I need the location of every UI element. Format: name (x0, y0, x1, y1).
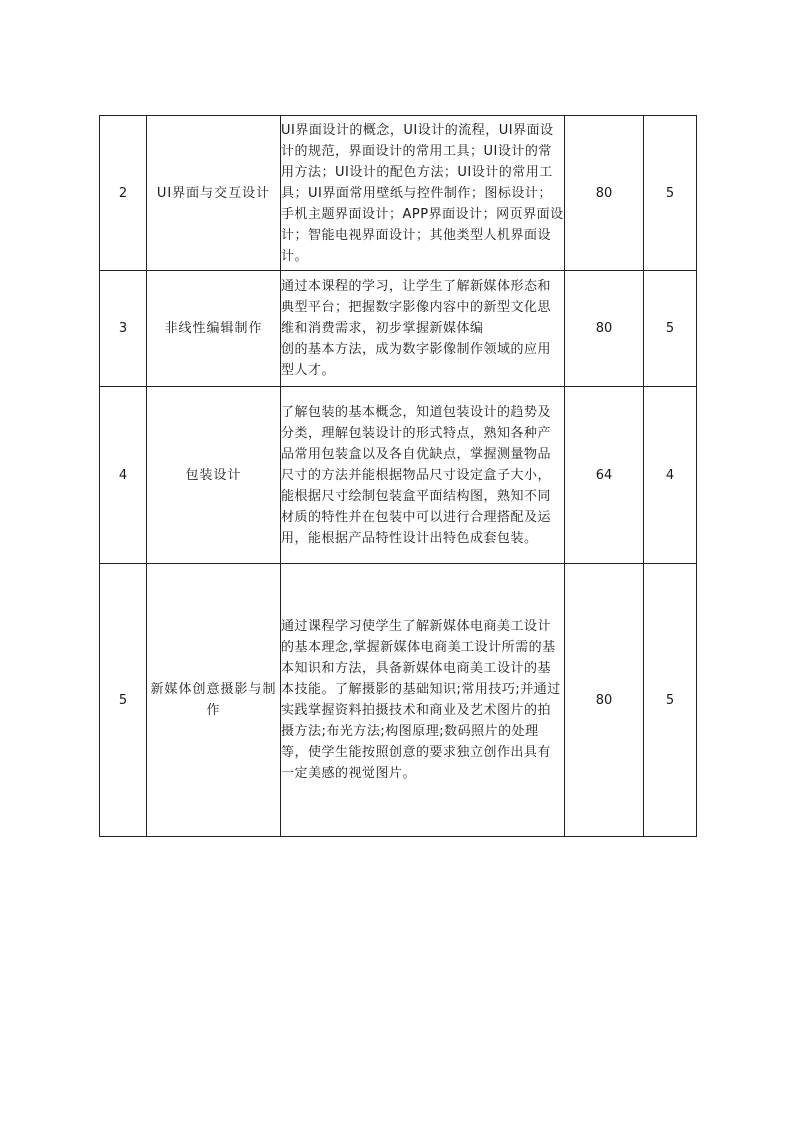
course-name: 非线性编辑制作 (147, 271, 281, 387)
course-hours: 80 (565, 116, 644, 271)
course-number: 4 (100, 387, 147, 564)
table-row (100, 116, 697, 271)
course-description: 通过课程学习使学生了解新媒体电商美工设计的基本理念,掌握新媒体电商美工设计所需的基本知识和方法，具备新媒体电商美工设计的基本技能。了解摄影的基础知识;常用技巧;并通过实践掌握资料拍摄技术和商业及艺术图片的拍摄方法;布光方法;构图原理;数码照片的处理等，使学生能按照创意的要求独立创作出具有一定美感的视觉图片。 (281, 564, 565, 837)
course-description: UI界面设计的概念，UI设计的流程，UI界面设计的规范，界面设计的常用工具；UI设计的常用方法；UI设计的配色方法；UI设计的常用工具；UI界面常用壁纸与控件制作；图标设计；手机主题界面设计；APP界面设计；网页界面设计；智能电视界面设计；其他类型人机界面设计。 (281, 116, 565, 271)
course-table (99, 115, 697, 837)
table-row (100, 387, 697, 564)
course-credits: 5 (644, 564, 697, 837)
course-description: 了解包装的基本概念，知道包装设计的趋势及分类，理解包装设计的形式特点，熟知各种产品常用包装盒以及各自优缺点，掌握测量物品尺寸的方法并能根据物品尺寸设定盒子大小，能根据尺寸绘制包装盒平面结构图，熟知不同材质的特性并在包装中可以进行合理搭配及运用，能根据产品特性设计出特色成套包装。 (281, 387, 565, 564)
course-name: 新媒体创意摄影与制作 (147, 564, 281, 837)
course-hours: 64 (565, 387, 644, 564)
course-credits: 5 (644, 116, 697, 271)
course-name: 包装设计 (147, 387, 281, 564)
course-credits: 4 (644, 387, 697, 564)
course-number: 5 (100, 564, 147, 837)
course-credits: 5 (644, 271, 697, 387)
course-name: UI界面与交互设计 (147, 116, 281, 271)
course-number: 2 (100, 116, 147, 271)
course-hours: 80 (565, 564, 644, 837)
course-description: 通过本课程的学习，让学生了解新媒体形态和典型平台；把握数字影像内容中的新型文化思维和消费需求，初步掌握新媒体编 创的基本方法，成为数字影像制作领域的应用型人才。 (281, 271, 565, 387)
table-row (100, 271, 697, 387)
course-number: 3 (100, 271, 147, 387)
table-row (100, 564, 697, 837)
course-hours: 80 (565, 271, 644, 387)
